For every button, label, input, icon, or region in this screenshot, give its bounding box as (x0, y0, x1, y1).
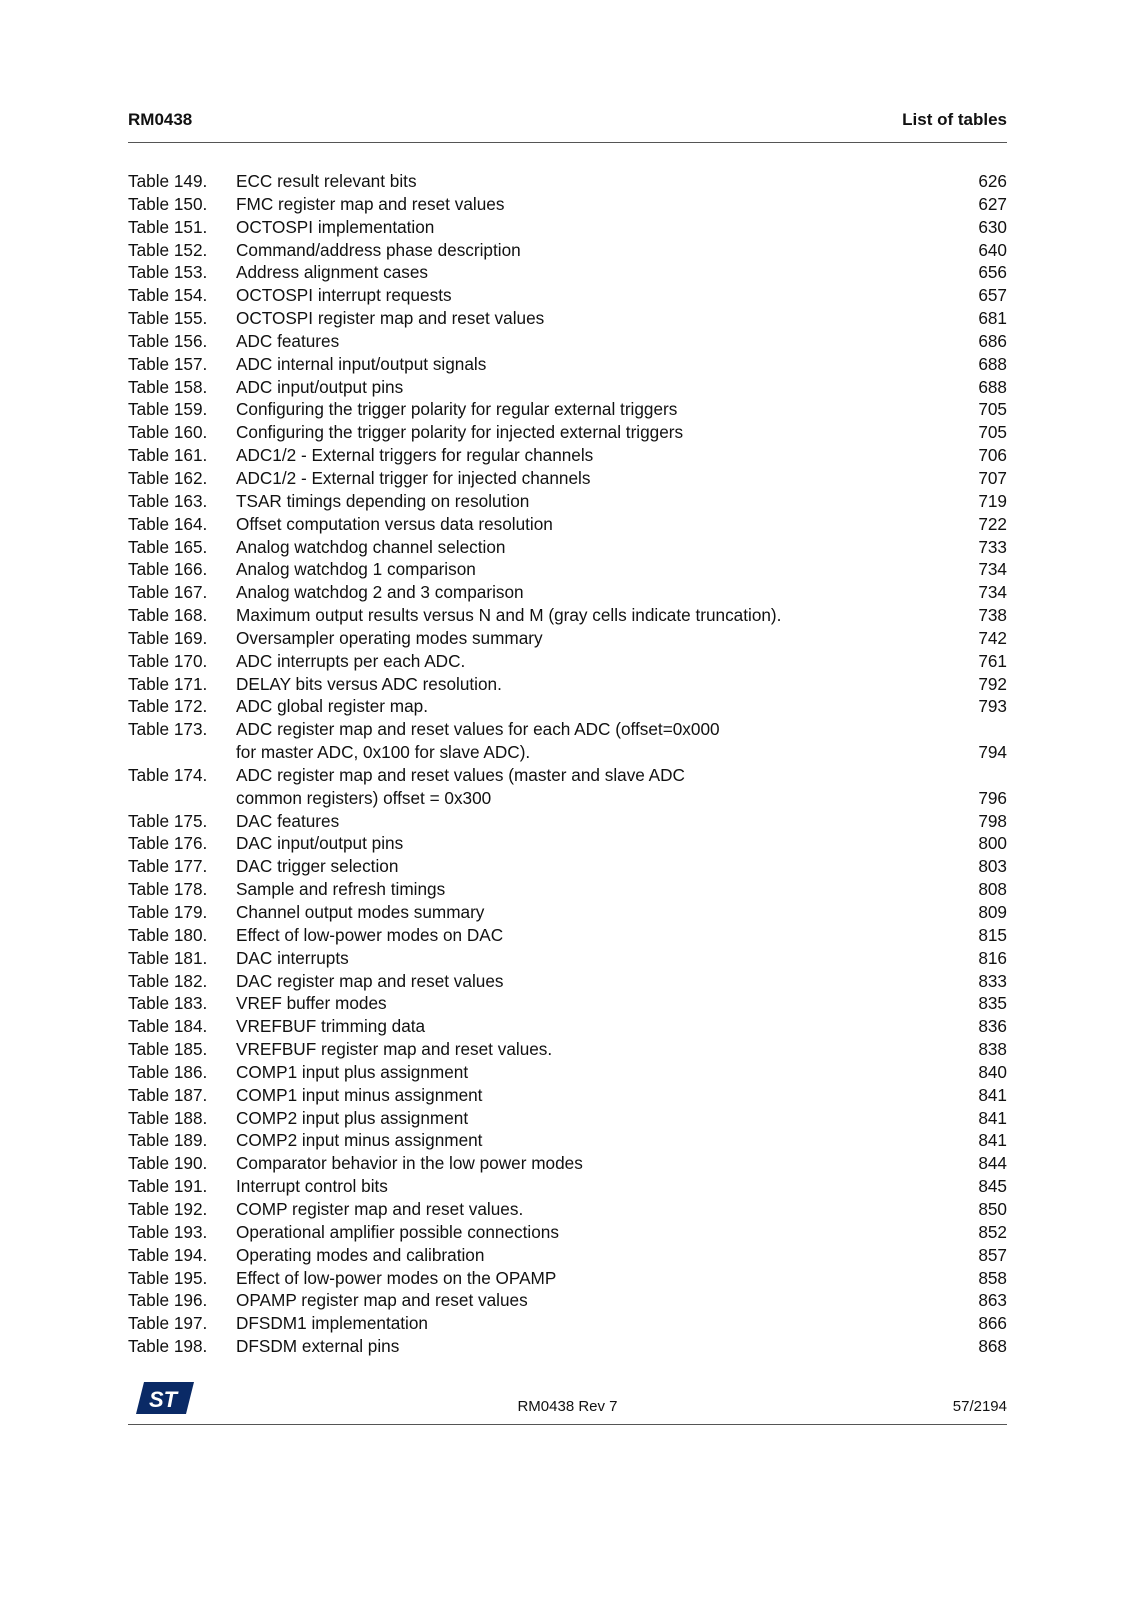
page-reference[interactable]: 866 (978, 1313, 1007, 1334)
page-reference[interactable]: 841 (978, 1084, 1007, 1105)
table-title[interactable]: DAC interrupts (236, 947, 349, 968)
table-title[interactable]: Comparator behavior in the low power modes (236, 1153, 583, 1174)
toc-entry[interactable] (128, 421, 1007, 444)
page-reference[interactable]: 656 (978, 262, 1007, 283)
table-number: Table 187. (128, 1084, 208, 1105)
table-title[interactable]: ADC features (236, 330, 340, 351)
table-title[interactable]: OCTOSPI register map and reset values (236, 308, 545, 329)
table-number: Table 175. (128, 810, 208, 831)
toc-entry[interactable] (128, 1244, 1007, 1267)
table-title[interactable]: ADC1/2 - External trigger for injected channels (236, 467, 591, 488)
table-number: Table 182. (128, 970, 208, 991)
toc-entry[interactable] (128, 673, 1007, 696)
table-number: Table 192. (128, 1198, 208, 1219)
table-title[interactable]: COMP2 input plus assignment (236, 1107, 469, 1128)
table-number: Table 177. (128, 856, 208, 877)
page-reference[interactable]: 808 (978, 879, 1007, 900)
table-number: Table 176. (128, 833, 208, 854)
table-number: Table 166. (128, 559, 208, 580)
toc-entry[interactable] (128, 581, 1007, 604)
table-title[interactable]: DELAY bits versus ADC resolution. (236, 673, 502, 694)
table-title[interactable]: VREFBUF trimming data (236, 1016, 426, 1037)
toc-entry[interactable] (128, 353, 1007, 376)
toc-entry[interactable] (128, 878, 1007, 901)
table-title[interactable]: DFSDM external pins (236, 1336, 400, 1357)
page-reference[interactable]: 794 (978, 742, 1007, 763)
page-reference[interactable]: 705 (978, 422, 1007, 443)
toc-entry[interactable] (128, 855, 1007, 878)
table-title[interactable]: Channel output modes summary (236, 902, 485, 922)
table-title[interactable]: Effect of low-power modes on the OPAMP (236, 1267, 557, 1288)
svg-text:ST: ST (148, 1387, 178, 1412)
table-number: Table 158. (128, 376, 208, 397)
page-reference[interactable]: 705 (978, 399, 1007, 420)
toc-entry[interactable] (128, 239, 1007, 262)
table-title[interactable]: DAC input/output pins (236, 833, 404, 854)
toc-entry[interactable] (128, 284, 1007, 307)
page-reference[interactable]: 863 (978, 1290, 1007, 1311)
toc-entry[interactable] (128, 467, 1007, 490)
table-number: Table 164. (128, 513, 208, 534)
page-reference[interactable]: 707 (978, 467, 1007, 488)
table-title[interactable]: ADC input/output pins (236, 376, 404, 397)
table-title[interactable]: ADC1/2 - External triggers for regular channels (236, 445, 594, 466)
toc-entry[interactable] (128, 970, 1007, 993)
toc-entry[interactable] (128, 1198, 1007, 1221)
table-number: Table 155. (128, 308, 208, 329)
page-reference[interactable]: 809 (978, 902, 1007, 922)
toc-entry[interactable] (128, 330, 1007, 353)
page-reference[interactable]: 719 (978, 490, 1007, 511)
table-title[interactable]: Offset computation versus data resolution (236, 513, 553, 534)
toc-entry[interactable] (128, 1175, 1007, 1198)
toc-entry[interactable] (128, 695, 1007, 718)
table-number: Table 152. (128, 239, 208, 260)
page-reference[interactable]: 688 (978, 353, 1007, 374)
table-number: Table 195. (128, 1267, 208, 1288)
toc-entry[interactable] (128, 627, 1007, 650)
toc-entry[interactable] (128, 193, 1007, 216)
table-title[interactable]: TSAR timings depending on resolution (236, 490, 530, 511)
table-number: Table 162. (128, 467, 208, 488)
table-number: Table 172. (128, 696, 208, 717)
page-reference[interactable]: 844 (978, 1153, 1007, 1174)
toc-entry[interactable] (128, 924, 1007, 947)
page-reference[interactable]: 630 (978, 216, 1007, 237)
toc-entry[interactable] (128, 810, 1007, 833)
table-title[interactable]: Analog watchdog 2 and 3 comparison (236, 582, 524, 603)
table-number: Table 150. (128, 193, 208, 214)
toc-entry[interactable] (128, 1335, 1007, 1358)
toc-entry[interactable] (128, 1267, 1007, 1290)
page-reference[interactable]: 858 (978, 1267, 1007, 1288)
toc-entry[interactable] (128, 307, 1007, 330)
page-reference[interactable]: 792 (978, 673, 1007, 694)
page-reference[interactable]: 733 (978, 536, 1007, 557)
table-number: Table 168. (128, 605, 208, 626)
page-reference[interactable]: 688 (978, 376, 1007, 397)
table-title[interactable]: Analog watchdog channel selection (236, 536, 506, 557)
page-footer (128, 1382, 1007, 1425)
page-reference[interactable]: 835 (978, 993, 1007, 1014)
toc-entry[interactable] (128, 992, 1007, 1015)
table-number: Table 181. (128, 947, 208, 968)
table-number: Table 183. (128, 993, 208, 1014)
table-title[interactable]: Oversampler operating modes summary (236, 627, 543, 648)
page-reference[interactable]: 798 (978, 810, 1007, 831)
table-number: Table 163. (128, 490, 208, 511)
page-reference[interactable]: 841 (978, 1107, 1007, 1128)
page-reference[interactable]: 815 (978, 924, 1007, 945)
toc-entry[interactable] (128, 1061, 1007, 1084)
toc-entry[interactable] (128, 376, 1007, 399)
table-title[interactable]: OCTOSPI interrupt requests (236, 285, 452, 306)
table-number: Table 153. (128, 262, 208, 283)
table-number: Table 178. (128, 879, 208, 900)
table-number: Table 188. (128, 1107, 208, 1128)
table-title[interactable]: DAC trigger selection (236, 856, 399, 877)
page-reference[interactable]: 626 (978, 171, 1007, 191)
table-number: Table 189. (128, 1130, 208, 1151)
table-number: Table 191. (128, 1176, 208, 1197)
page-reference[interactable]: 816 (978, 947, 1007, 968)
table-title[interactable]: FMC register map and reset values (236, 193, 505, 214)
table-number: Table 170. (128, 650, 208, 671)
table-title[interactable]: ADC global register map. (236, 696, 429, 717)
toc-entry-continuation[interactable] (128, 787, 1007, 810)
table-number: Table 154. (128, 285, 208, 306)
page-reference[interactable]: 734 (978, 559, 1007, 580)
toc-entry[interactable] (128, 261, 1007, 284)
toc-entry[interactable] (128, 832, 1007, 855)
list-of-tables (128, 170, 1007, 1358)
page-reference[interactable]: 838 (978, 1039, 1007, 1060)
toc-entry[interactable] (128, 764, 1007, 787)
section-title: List of tables (902, 110, 1007, 129)
page-reference[interactable]: 796 (978, 787, 1007, 808)
toc-entry[interactable] (128, 604, 1007, 627)
table-title[interactable]: OPAMP register map and reset values (236, 1290, 528, 1311)
toc-entry[interactable] (128, 1289, 1007, 1312)
page-reference[interactable]: 734 (978, 582, 1007, 603)
toc-entry[interactable] (128, 947, 1007, 970)
table-number: Table 194. (128, 1244, 208, 1265)
table-title[interactable]: COMP1 input minus assignment (236, 1084, 483, 1105)
table-number: Table 193. (128, 1221, 208, 1242)
table-title[interactable]: VREFBUF register map and reset values. (236, 1039, 553, 1060)
table-title[interactable]: COMP register map and reset values. (236, 1198, 524, 1219)
page-reference[interactable]: 833 (978, 970, 1007, 991)
toc-entry[interactable] (128, 650, 1007, 673)
document-id: RM0438 (128, 110, 193, 129)
page-reference[interactable]: 627 (978, 193, 1007, 214)
page-reference[interactable]: 706 (978, 445, 1007, 466)
table-title-continuation[interactable]: for master ADC, 0x100 for slave ADC). (236, 742, 531, 763)
toc-entry[interactable] (128, 444, 1007, 467)
table-title[interactable]: ADC internal input/output signals (236, 353, 487, 374)
table-title[interactable]: Effect of low-power modes on DAC (236, 924, 504, 945)
toc-entry[interactable] (128, 1107, 1007, 1130)
table-title[interactable]: COMP1 input plus assignment (236, 1061, 469, 1082)
page-reference[interactable]: 852 (978, 1221, 1007, 1242)
page-reference[interactable]: 840 (978, 1061, 1007, 1082)
toc-entry[interactable] (128, 901, 1007, 924)
table-title[interactable]: Configuring the trigger polarity for injected external triggers (236, 422, 684, 443)
table-number: Table 169. (128, 627, 208, 648)
table-number: Table 156. (128, 330, 208, 351)
page-number: 57/2194 (952, 1398, 1007, 1415)
table-number: Table 179. (128, 902, 208, 922)
table-number: Table 174. (128, 764, 208, 785)
table-title[interactable]: Command/address phase description (236, 239, 521, 260)
page-header (128, 110, 1007, 143)
table-title[interactable]: Address alignment cases (236, 262, 429, 283)
table-title[interactable]: VREF buffer modes (236, 993, 387, 1014)
table-title-continuation[interactable]: common registers) offset = 0x300 (236, 787, 492, 808)
page-reference[interactable]: 868 (978, 1336, 1007, 1357)
toc-entry[interactable] (128, 1129, 1007, 1152)
table-number: Table 173. (128, 719, 208, 740)
page-reference[interactable]: 657 (978, 285, 1007, 306)
document-revision: RM0438 Rev 7 (517, 1398, 618, 1415)
page-reference[interactable]: 793 (978, 696, 1007, 717)
table-title[interactable]: Analog watchdog 1 comparison (236, 559, 476, 580)
table-number: Table 185. (128, 1039, 208, 1060)
table-title[interactable]: ADC register map and reset values (master and slave ADC (236, 764, 685, 785)
table-title[interactable]: OCTOSPI implementation (236, 216, 435, 237)
table-number: Table 161. (128, 445, 208, 466)
page-reference[interactable]: 800 (978, 833, 1007, 854)
toc-entry[interactable] (128, 536, 1007, 559)
page-reference[interactable]: 722 (978, 513, 1007, 534)
table-title[interactable]: Operational amplifier possible connections (236, 1221, 559, 1242)
toc-entry[interactable] (128, 1084, 1007, 1107)
toc-entry[interactable] (128, 718, 1007, 741)
table-title[interactable]: Operating modes and calibration (236, 1244, 485, 1265)
toc-entry[interactable] (128, 170, 1007, 193)
table-title[interactable]: ECC result relevant bits (236, 171, 417, 191)
page-reference[interactable]: 686 (978, 330, 1007, 351)
toc-entry[interactable] (128, 558, 1007, 581)
table-title[interactable]: COMP2 input minus assignment (236, 1130, 483, 1151)
toc-entry[interactable] (128, 398, 1007, 421)
page-reference[interactable]: 640 (978, 239, 1007, 260)
page-reference[interactable]: 742 (978, 627, 1007, 648)
toc-entry[interactable] (128, 1015, 1007, 1038)
table-title[interactable]: Configuring the trigger polarity for regular external triggers (236, 399, 678, 420)
table-title[interactable]: DAC features (236, 810, 340, 831)
page-reference[interactable]: 845 (978, 1176, 1007, 1197)
page-reference[interactable]: 803 (978, 856, 1007, 877)
table-title[interactable]: DAC register map and reset values (236, 970, 504, 991)
toc-entry-continuation[interactable] (128, 741, 1007, 764)
table-number: Table 197. (128, 1313, 208, 1334)
toc-entry[interactable] (128, 1312, 1007, 1335)
table-number: Table 184. (128, 1016, 208, 1037)
page-reference[interactable]: 857 (978, 1244, 1007, 1265)
table-title[interactable]: DFSDM1 implementation (236, 1313, 428, 1334)
table-title[interactable]: ADC register map and reset values for each ADC (offset=0x000 (236, 719, 720, 740)
table-title[interactable]: ADC interrupts per each ADC. (236, 650, 466, 671)
table-number: Table 149. (128, 171, 208, 191)
table-number: Table 198. (128, 1336, 208, 1357)
table-title[interactable]: Maximum output results versus N and M (gray cells indicate truncation). (236, 605, 782, 626)
toc-entry[interactable] (128, 1038, 1007, 1061)
table-number: Table 151. (128, 216, 208, 237)
table-number: Table 159. (128, 399, 208, 420)
toc-entry[interactable] (128, 490, 1007, 513)
table-number: Table 167. (128, 582, 208, 603)
toc-entry[interactable] (128, 216, 1007, 239)
table-number: Table 165. (128, 536, 208, 557)
page-reference[interactable]: 681 (978, 308, 1007, 329)
page-reference[interactable]: 841 (978, 1130, 1007, 1151)
page-reference[interactable]: 738 (978, 605, 1007, 626)
table-title[interactable]: Interrupt control bits (236, 1176, 388, 1197)
table-number: Table 157. (128, 353, 208, 374)
table-number: Table 171. (128, 673, 208, 694)
table-number: Table 186. (128, 1061, 208, 1082)
table-number: Table 160. (128, 422, 208, 443)
toc-entry[interactable] (128, 513, 1007, 536)
table-title[interactable]: Sample and refresh timings (236, 879, 446, 900)
table-number: Table 190. (128, 1153, 208, 1174)
table-number: Table 196. (128, 1290, 208, 1311)
toc-entry[interactable] (128, 1221, 1007, 1244)
table-number: Table 180. (128, 924, 208, 945)
toc-entry[interactable] (128, 1152, 1007, 1175)
page-reference[interactable]: 761 (978, 650, 1007, 671)
page-reference[interactable]: 836 (978, 1016, 1007, 1037)
page-reference[interactable]: 850 (978, 1198, 1007, 1219)
